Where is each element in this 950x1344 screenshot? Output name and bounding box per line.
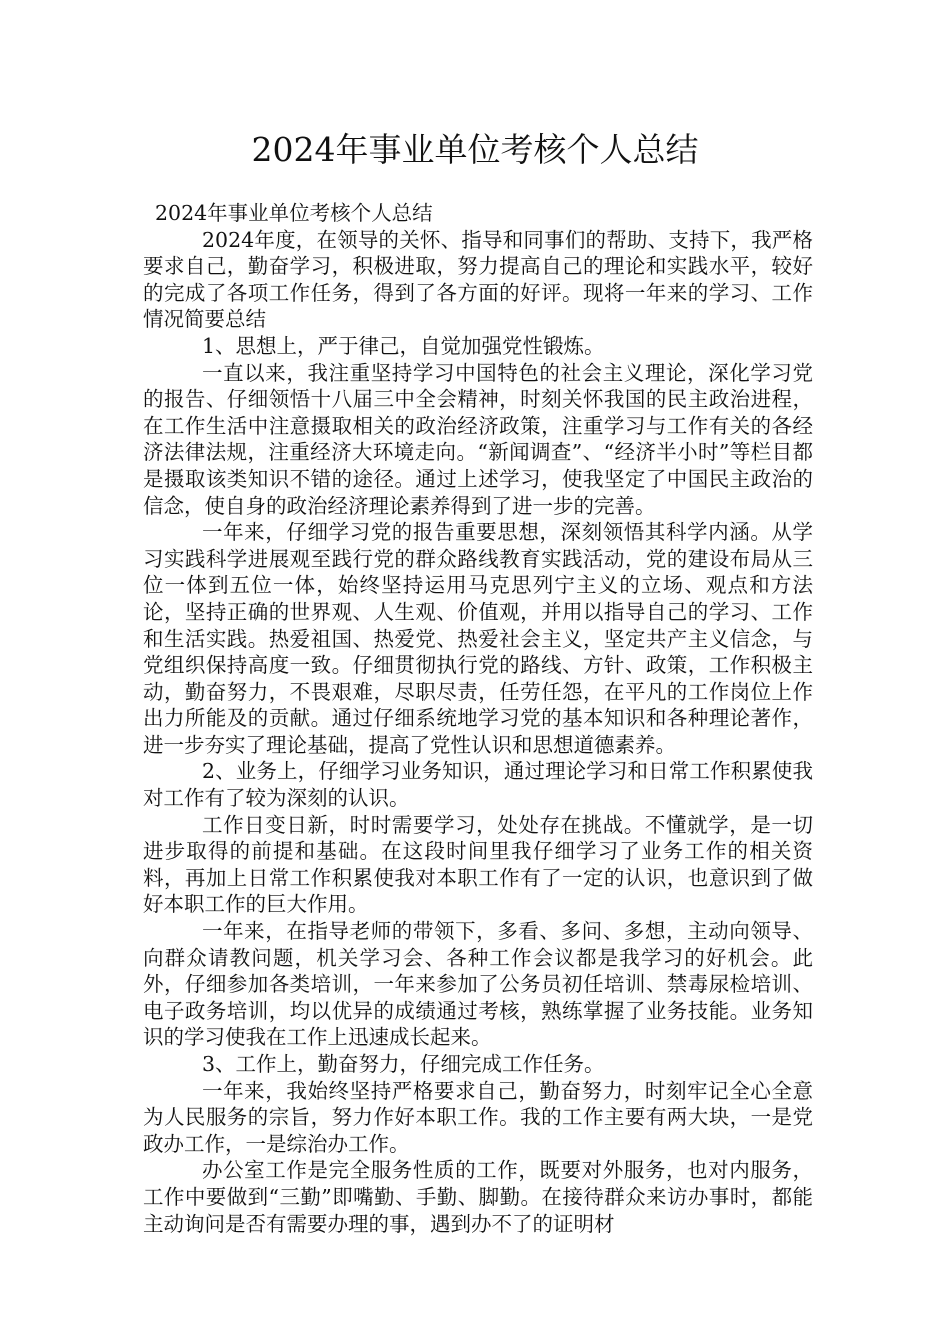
document-body — [143, 200, 813, 1237]
paragraph-training: 一年来，在指导老师的带领下，多看、多问、多想，主动向领导、向群众请教问题，机关学习会、各种工作会议都是我学习的好机会。此外，仔细参加各类培训，一年来参加了公务员初任培训、禁毒尿检培训、电子政务培训，均以优异的成绩通过考核，熟练掌握了业务技能。业务知识的学习使我在工作上迅速成长起来。 — [143, 919, 813, 1050]
paragraph-ideology-study: 一直以来，我注重坚持学习中国特色的社会主义理论，深化学习党的报告、仔细领悟十八届三中全会精神，时刻关怀我国的民主政治进程，在工作生活中注意摄取相关的政治经济政策，注重学习与工作有关的各经济法律法规，注重经济大环境走向。“新闻调查”、“经济半小时”等栏目都是摄取该类知识不错的途径。通过上述学习，使我坚定了中国民主政治的信念，使自身的政治经济理论素养得到了进一步的完善。 — [143, 360, 813, 518]
section-heading-business: 2、业务上，仔细学习业务知识，通过理论学习和日常工作积累使我对工作有了较为深刻的认识。 — [143, 759, 813, 811]
document-subtitle: 2024年事业单位考核个人总结 — [155, 201, 433, 225]
paragraph-office-work: 办公室工作是完全服务性质的工作，既要对外服务，也对内服务，工作中要做到“三勤”即嘴勤、手勤、脚勤。在接待群众来访办事时，都能主动询问是否有需要办理的事，遇到办不了的证明材 — [143, 1158, 813, 1236]
paragraph-business-learning: 工作日变日新，时时需要学习，处处存在挑战。不懂就学，是一切进步取得的前提和基础。在这段时间里我仔细学习了业务工作的相关资料，再加上日常工作积累使我对本职工作有了一定的认识，也意识到了做好本职工作的巨大作用。 — [143, 812, 813, 917]
paragraph-intro: 2024年度，在领导的关怀、指导和同事们的帮助、支持下，我严格要求自己，勤奋学习，积极进取，努力提高自己的理论和实践水平，较好的完成了各项工作任务，得到了各方面的好评。现将一年来的学习、工作情况简要总结 — [143, 227, 813, 332]
paragraph-party-study: 一年来，仔细学习党的报告重要思想，深刻领悟其科学内涵。从学习实践科学进展观至践行党的群众路线教育实践活动，党的建设布局从三位一体到五位一体，始终坚持运用马克思列宁主义的立场、观点和方法论，坚持正确的世界观、人生观、价值观，并用以指导自己的学习、工作和生活实践。热爱祖国、热爱党、热爱社会主义，坚定共产主义信念，与党组织保持高度一致。仔细贯彻执行党的路线、方针、政策，工作积极主动，勤奋努力，不畏艰难，尽职尽责，任劳任怨，在平凡的工作岗位上作出力所能及的贡献。通过仔细系统地学习党的基本知识和各种理论著作，进一步夯实了理论基础，提高了党性认识和思想道德素养。 — [143, 520, 813, 757]
document-title: 2024年事业单位考核个人总结 — [251, 130, 699, 169]
section-heading-work: 3、工作上，勤奋努力，仔细完成工作任务。 — [202, 1052, 605, 1076]
section-heading-ideology: 1、思想上，严于律己，自觉加强党性锻炼。 — [202, 333, 605, 358]
paragraph-work-overview: 一年来，我始终坚持严格要求自己，勤奋努力，时刻牢记全心全意为人民服务的宗旨，努力作好本职工作。我的工作主要有两大块，一是党政办工作，一是综治办工作。 — [143, 1078, 813, 1156]
